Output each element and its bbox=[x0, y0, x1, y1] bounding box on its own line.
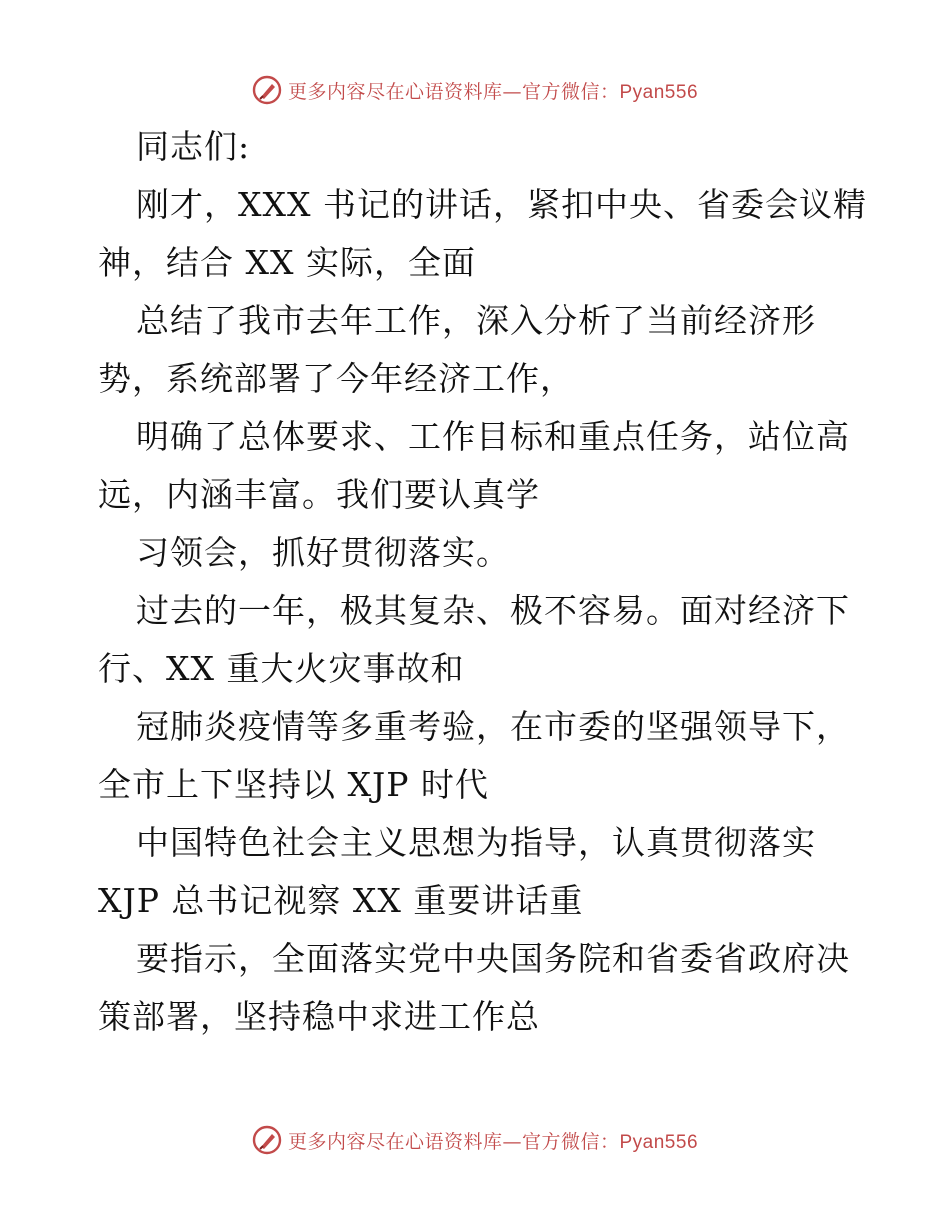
text-line: 要指示，全面落实党中央国务院和省委省政府决 bbox=[136, 939, 850, 978]
text-line: 同志们: bbox=[136, 127, 251, 166]
text-line: 明确了总体要求、工作目标和重点任务，站位高 bbox=[136, 417, 850, 456]
text-line: 势，系统部署了今年经济工作， bbox=[98, 359, 574, 398]
text-line: 过去的一年，极其复杂、极不容易。面对经济下 bbox=[136, 591, 850, 630]
text-line: 策部署，坚持稳中求进工作总 bbox=[98, 997, 540, 1036]
header-wechat-id: Pyan556 bbox=[619, 81, 699, 103]
text-line: 神，结合 XX 实际，全面 bbox=[98, 243, 476, 282]
text-line: 远，内涵丰富。我们要认真学 bbox=[98, 475, 540, 514]
text-line: XJP 总书记视察 XX 重要讲话重 bbox=[98, 881, 584, 920]
quill-logo-icon bbox=[252, 75, 282, 105]
header-banner bbox=[0, 70, 950, 110]
quill-logo-icon bbox=[252, 1125, 282, 1155]
text-line: 冠肺炎疫情等多重考验，在市委的坚强领导下， bbox=[136, 707, 850, 746]
header-banner-text: 更多内容尽在心语资料库—官方微信：Pyan556 bbox=[287, 80, 699, 103]
text-line: 刚才，XXX 书记的讲话，紧扣中央、省委会议精 bbox=[136, 185, 867, 224]
text-line: 全市上下坚持以 XJP 时代 bbox=[98, 765, 489, 804]
text-line: 中国特色社会主义思想为指导，认真贯彻落实 bbox=[136, 823, 816, 862]
text-line: 习领会，抓好贯彻落实。 bbox=[136, 533, 510, 572]
document-body bbox=[98, 118, 878, 1046]
footer-banner bbox=[0, 1120, 950, 1160]
footer-banner-text: 更多内容尽在心语资料库—官方微信：Pyan556 bbox=[287, 1130, 699, 1153]
text-line: 行、XX 重大火灾事故和 bbox=[98, 649, 465, 688]
text-line: 总结了我市去年工作，深入分析了当前经济形 bbox=[136, 301, 816, 340]
footer-wechat-id: Pyan556 bbox=[619, 1131, 699, 1153]
